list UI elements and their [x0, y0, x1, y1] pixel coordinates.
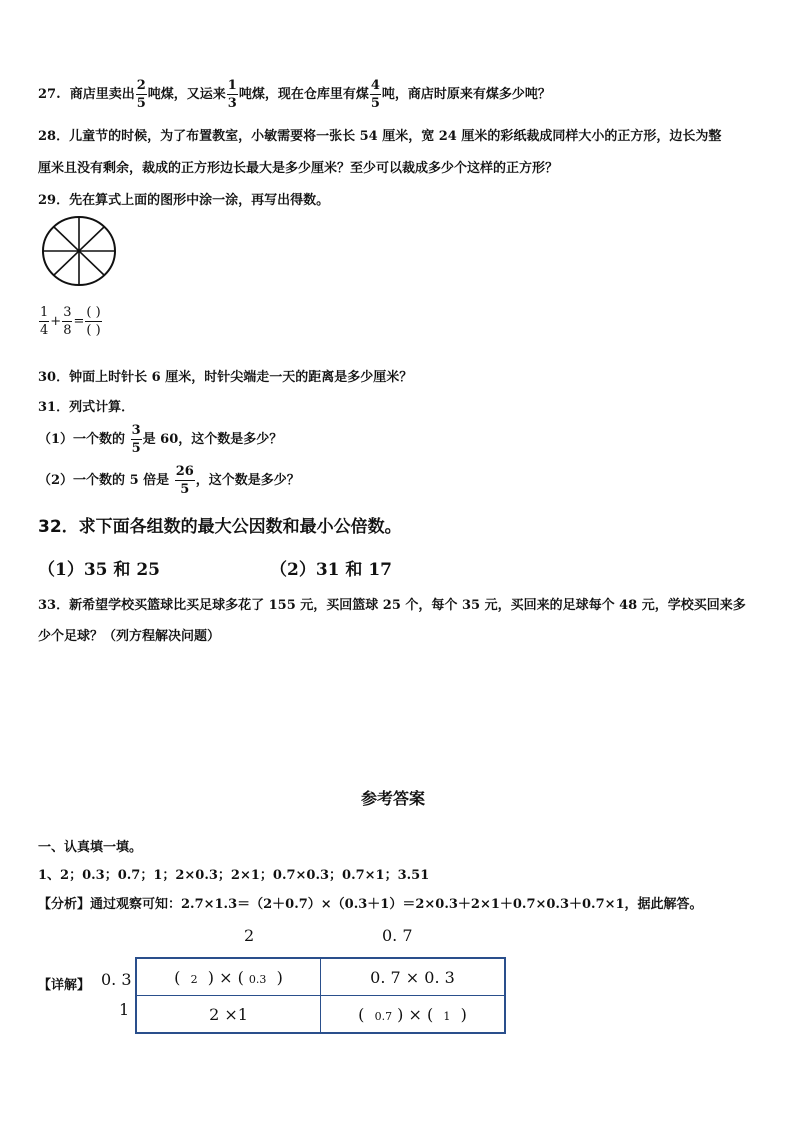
- detail-label: 【详解】: [38, 978, 91, 993]
- answer-1-analysis: 【分析】通过观察可知：2.7×1.3＝（2＋0.7）×（0.3＋1）＝2×0.3＋2×1＋0.7×0.3＋0.7×1，据此解答。: [38, 897, 703, 912]
- question-33-line1: 33．新希望学校买篮球比买足球多花了 155 元，买回篮球 25 个，每个 35 元，买回来的足球每个 48 元，学校买回来多: [38, 598, 746, 613]
- question-32-title: 32．求下面各组数的最大公因数和最小公倍数。: [38, 517, 402, 537]
- fraction: $\frac{1}{3}$: [227, 78, 237, 111]
- answers-section-1: 一、认真填一填。: [38, 840, 143, 855]
- question-29: 29．先在算式上面的图形中涂一涂，再写出得数。: [38, 193, 330, 208]
- question-33-line2: 少个足球？（列方程解决问题）: [38, 629, 221, 644]
- row-header-0-3: 0. 3: [101, 970, 132, 989]
- row-header-1: 1: [119, 1000, 130, 1019]
- question-31-part2: （2）一个数的 5 倍是 $\frac{26}{5}$ ，这个数是多少？: [38, 464, 300, 497]
- question-27: 27. 商店里卖出 $\frac{2}{5}$ 吨煤，又运来 $\frac{1}{3}$ 吨煤，现在仓库里有煤 $\frac{4}{5}$ 吨，商店时原来有煤多少吨？: [38, 78, 551, 111]
- question-31-part1: （1）一个数的 $\frac{3}{5}$ 是 60，这个数是多少？: [38, 423, 283, 456]
- question-30: 30．钟面上时针长 6 厘米，时针尖端走一天的距离是多少厘米？: [38, 370, 413, 385]
- answer-blank[interactable]: $\frac{( )}{( )}$: [86, 305, 101, 338]
- q29-equation: $\frac{1}{4}$ + $\frac{3}{8}$ = $\frac{( )}{( )}$: [40, 305, 101, 338]
- answer-1: 1、2；0.3；0.7；1；2×0.3；2×1；0.7×0.3；0.7×1；3.51: [38, 868, 430, 883]
- question-28-line1: 28．儿童节的时候，为了布置教室，小敏需要将一张长 54 厘米，宽 24 厘米的彩纸裁成同样大小的正方形，边长为整: [38, 129, 722, 144]
- col-header-2: 2: [244, 926, 255, 945]
- cell-2x0-3: ( 2 ) × ( 0.3 ): [136, 958, 321, 996]
- question-32-sub1: （1）35 和 25: [38, 560, 160, 580]
- circle-eighths-figure: [40, 214, 120, 288]
- cell-0-7x0-3: 0. 7 × 0. 3: [321, 958, 506, 996]
- question-31-title: 31．列式计算．: [38, 400, 135, 415]
- question-32-sub2: （2）31 和 17: [270, 560, 392, 580]
- col-header-0-7: 0. 7: [382, 926, 413, 945]
- fraction: $\frac{2}{5}$: [136, 78, 146, 111]
- cell-2x1: 2 ×1: [136, 996, 321, 1034]
- cell-0-7x1: ( 0.7 ) × ( 1 ): [321, 996, 506, 1034]
- fraction: $\frac{4}{5}$: [370, 78, 380, 111]
- answers-heading: 参考答案: [361, 789, 426, 808]
- multiplication-grid: [135, 957, 506, 1034]
- question-28-line2: 厘米且没有剩余，裁成的正方形边长最大是多少厘米？至少可以裁成多少个这样的正方形？: [38, 161, 559, 176]
